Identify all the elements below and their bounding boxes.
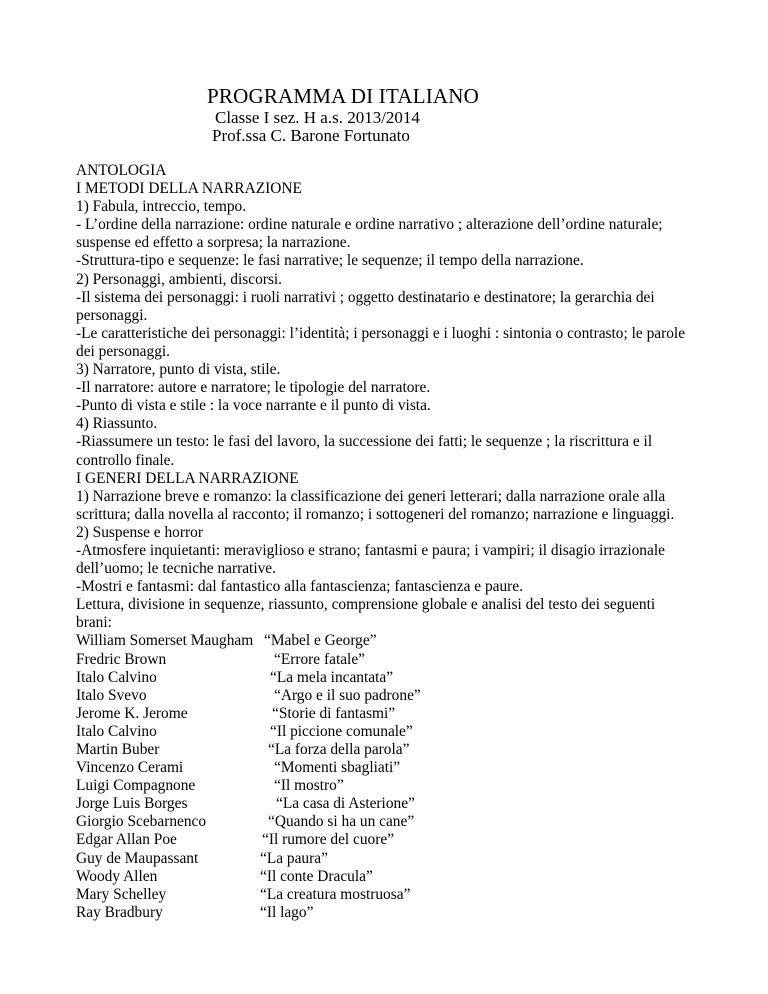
readings-list <box>76 632 716 922</box>
reading-item <box>76 651 716 669</box>
program-line: -Struttura-tipo e sequenze: le fasi narrative; le sequenze; il tempo della narrazione. <box>76 252 584 270</box>
reading-title: “Errore fatale” <box>274 650 365 668</box>
reading-title: “La paura” <box>260 849 328 867</box>
reading-title: “Argo e il suo padrone” <box>274 686 421 704</box>
reading-author: Vincenzo Cerami <box>76 759 184 777</box>
document-title: PROGRAMMA DI ITALIANO <box>207 84 480 108</box>
program-line: 3) Narratore, punto di vista, stile. <box>76 361 281 379</box>
reading-title: “Momenti sbagliati” <box>274 759 401 777</box>
reading-author: Woody Allen <box>76 867 158 885</box>
reading-author: Guy de Maupassant <box>76 849 199 867</box>
program-line: - L’ordine della narrazione: ordine naturale e ordine narrativo ; alterazione dell’ordine naturale; <box>76 216 663 234</box>
reading-item <box>76 777 716 795</box>
reading-author: William Somerset Maugham <box>76 632 254 650</box>
program-line: -Riassumere un testo: le fasi del lavoro, la successione dei fatti; le sequenze ; la riscrittura e il <box>76 433 653 451</box>
program-lines <box>76 162 716 632</box>
reading-item <box>76 723 716 741</box>
reading-item <box>76 705 716 723</box>
reading-item <box>76 669 716 687</box>
program-line: -Atmosfere inquietanti: meraviglioso e strano; fantasmi e paura; i vampiri; il disagio irrazionale <box>76 541 665 559</box>
class-info: Classe I sez. H a.s. 2013/2014 <box>215 108 420 127</box>
reading-title: “La casa di Asterione” <box>276 795 415 813</box>
program-line: I METODI DELLA NARRAZIONE <box>76 180 302 198</box>
program-line: scrittura; dalla novella al racconto; il romanzo; i sottogeneri del romanzo; narrazione e linguaggi. <box>76 505 675 523</box>
program-line: -Punto di vista e stile : la voce narrante e il punto di vista. <box>76 397 431 415</box>
reading-author: Ray Bradbury <box>76 903 163 921</box>
reading-title: “Quando si ha un cane” <box>268 813 415 831</box>
program-line: 1) Fabula, intreccio, tempo. <box>76 198 247 216</box>
reading-author: Italo Calvino <box>76 668 157 686</box>
reading-author: Jerome K. Jerome <box>76 704 188 722</box>
reading-author: Jorge Luis Borges <box>76 795 188 813</box>
reading-title: “La forza della parola” <box>268 741 410 758</box>
reading-title: “Storie di fantasmi” <box>272 704 396 722</box>
reading-item <box>76 850 716 868</box>
reading-title: “Il piccione comunale” <box>270 722 413 740</box>
reading-title: “La mela incantata” <box>270 668 394 686</box>
reading-title: “Il mostro” <box>274 777 344 795</box>
program-line: ANTOLOGIA <box>76 162 167 179</box>
reading-title: “Il conte Dracula” <box>260 867 373 885</box>
reading-item <box>76 813 716 831</box>
reading-title: “Il lago” <box>260 903 314 921</box>
reading-item <box>76 687 716 705</box>
program-line: -Mostri e fantasmi: dal fantastico alla fantascienza; fantascienza e paure. <box>76 578 523 596</box>
reading-author: Martin Buber <box>76 741 160 758</box>
program-line: Lettura, divisione in sequenze, riassunto, comprensione globale e analisi del testo dei seguenti <box>76 596 656 614</box>
program-line: suspense ed effetto a sorpresa; la narrazione. <box>76 234 351 252</box>
reading-author: Italo Svevo <box>76 686 147 704</box>
program-line: controllo finale. <box>76 451 175 469</box>
reading-item <box>76 868 716 886</box>
program-line: 2) Suspense e horror <box>76 523 203 541</box>
program-line: -Le caratteristiche dei personaggi: l’identità; i personaggi e i luoghi : sintonia o contrasto; le parole <box>76 324 686 342</box>
reading-author: Luigi Compagnone <box>76 777 196 795</box>
program-line: personaggi. <box>76 306 148 324</box>
reading-title: “Mabel e George” <box>264 632 377 650</box>
teacher-name: Prof.ssa C. Barone Fortunato <box>212 126 410 145</box>
reading-title: “Il rumore del cuore” <box>262 831 395 849</box>
program-line: 2) Personaggi, ambienti, discorsi. <box>76 270 283 288</box>
reading-title: “La creatura mostruosa” <box>260 885 411 903</box>
reading-item <box>76 886 716 904</box>
reading-item <box>76 759 716 777</box>
program-line: brani: <box>76 614 112 632</box>
reading-author: Edgar Allan Poe <box>76 831 177 849</box>
reading-author: Mary Schelley <box>76 885 167 903</box>
reading-item <box>76 795 716 813</box>
reading-item <box>76 632 716 650</box>
program-line: 4) Riassunto. <box>76 415 158 433</box>
reading-item <box>76 741 716 759</box>
reading-author: Giorgio Scebarnenco <box>76 813 207 831</box>
reading-item <box>76 904 716 922</box>
program-line: dei personaggi. <box>76 342 171 360</box>
program-body <box>76 162 716 922</box>
program-line: dell’uomo; le tecniche narrative. <box>76 560 276 578</box>
program-line: -Il narratore: autore e narratore; le tipologie del narratore. <box>76 379 431 397</box>
reading-author: Fredric Brown <box>76 650 167 668</box>
program-line: I GENERI DELLA NARRAZIONE <box>76 469 299 487</box>
program-line: -Il sistema dei personaggi: i ruoli narrativi ; oggetto destinatario e destinatore; la gerarchia dei <box>76 288 655 306</box>
reading-author: Italo Calvino <box>76 722 157 740</box>
program-line: 1) Narrazione breve e romanzo: la classificazione dei generi letterari; dalla narrazione orale alla <box>76 487 666 505</box>
reading-item <box>76 831 716 849</box>
